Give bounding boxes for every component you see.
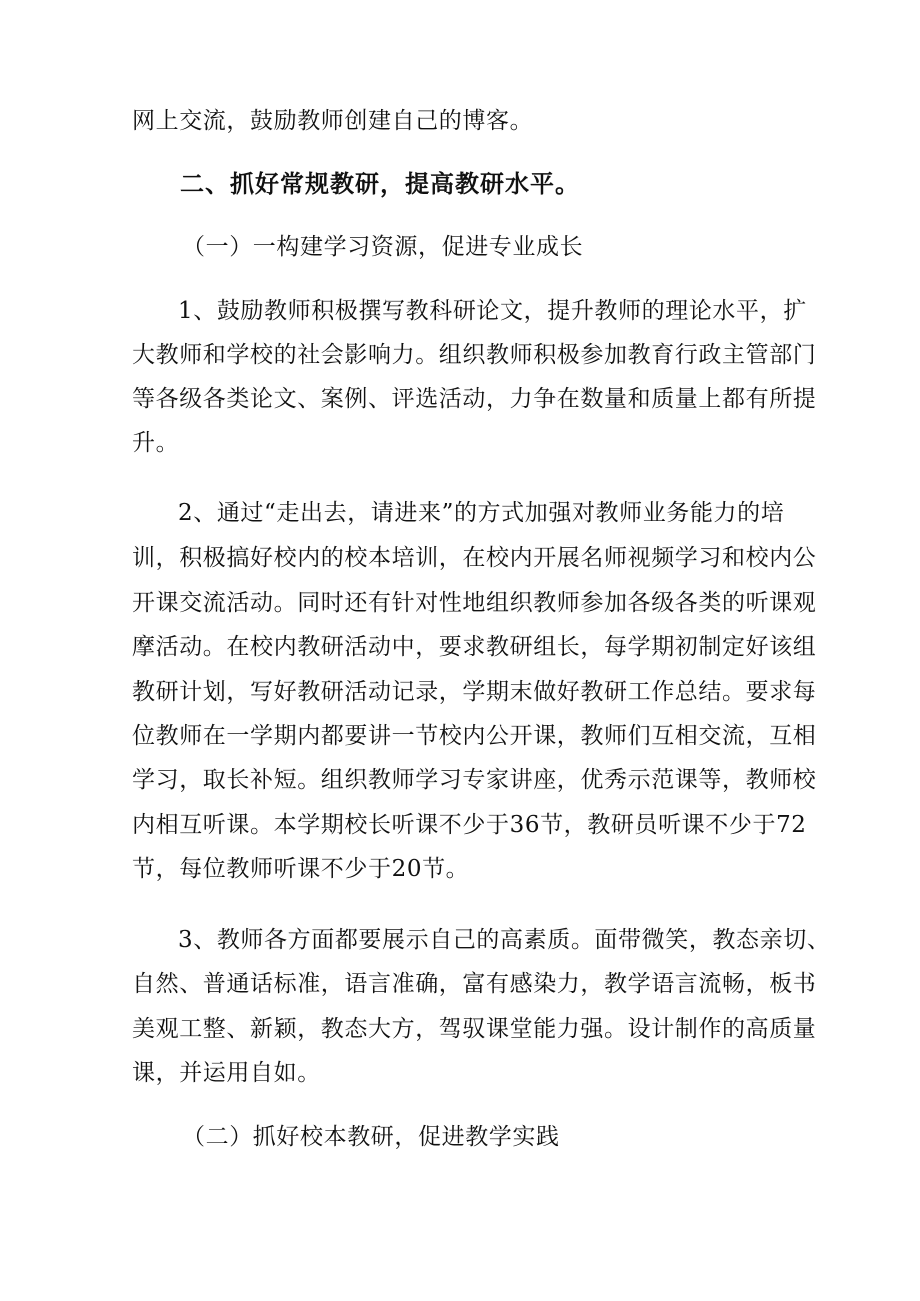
paragraph-line: 节，每位教师听课不少于20节。 (132, 856, 470, 882)
paragraph-line: 内相互听课。本学期校长听课不少于36节，教研员听课不少于72 (132, 812, 807, 838)
paragraph-line: 教研计划，写好教研活动记录，学期末做好教研工作总结。要求每 (132, 679, 817, 705)
section-heading: 二、抓好常规教研，提高教研水平。 (180, 170, 580, 198)
paragraph-line: 大教师和学校的社会影响力。组织教师积极参加教育行政主管部门 (132, 342, 817, 368)
paragraph-line: 自然、普通话标准，语言准确，富有感染力，教学语言流畅，板书 (132, 971, 817, 997)
paragraph-line: 升。 (132, 430, 180, 456)
paragraph-line: 等各级各类论文、案例、评选活动，力争在数量和质量上都有所提 (132, 386, 817, 412)
paragraph-line: 1、鼓励教师积极撰写教科研论文，提升教师的理论水平，扩 (178, 298, 807, 324)
paragraph-line: 课，并运用自如。 (132, 1060, 321, 1086)
intro-line-1: 网上交流，鼓励教师创建自己的博客。 (132, 108, 534, 134)
subsection-1-heading: （一）一构建学习资源，促进专业成长 (182, 234, 584, 260)
subsection-2-heading: （二）抓好校本教研，促进教学实践 (182, 1124, 560, 1150)
paragraph-line: 摩活动。在校内教研活动中，要求教研组长，每学期初制定好该组 (132, 634, 817, 660)
paragraph-line: 位教师在一学期内都要讲一节校内公开课，教师们互相交流，互相 (132, 723, 817, 749)
paragraph-line: 2、通过“走出去，请进来”的方式加强对教师业务能力的培 (178, 500, 785, 526)
paragraph-line: 训，积极搞好校内的校本培训，在校内开展名师视频学习和校内公 (132, 545, 817, 571)
paragraph-line: 学习，取长补短。组织教师学习专家讲座，优秀示范课等，教师校 (132, 767, 817, 793)
paragraph-line: 美观工整、新颖，教态大方，驾驭课堂能力强。设计制作的高质量 (132, 1016, 817, 1042)
paragraph-line: 开课交流活动。同时还有针对性地组织教师参加各级各类的听课观 (132, 590, 817, 616)
paragraph-line: 3、教师各方面都要展示自己的高素质。面带微笑，教态亲切、 (178, 927, 831, 953)
